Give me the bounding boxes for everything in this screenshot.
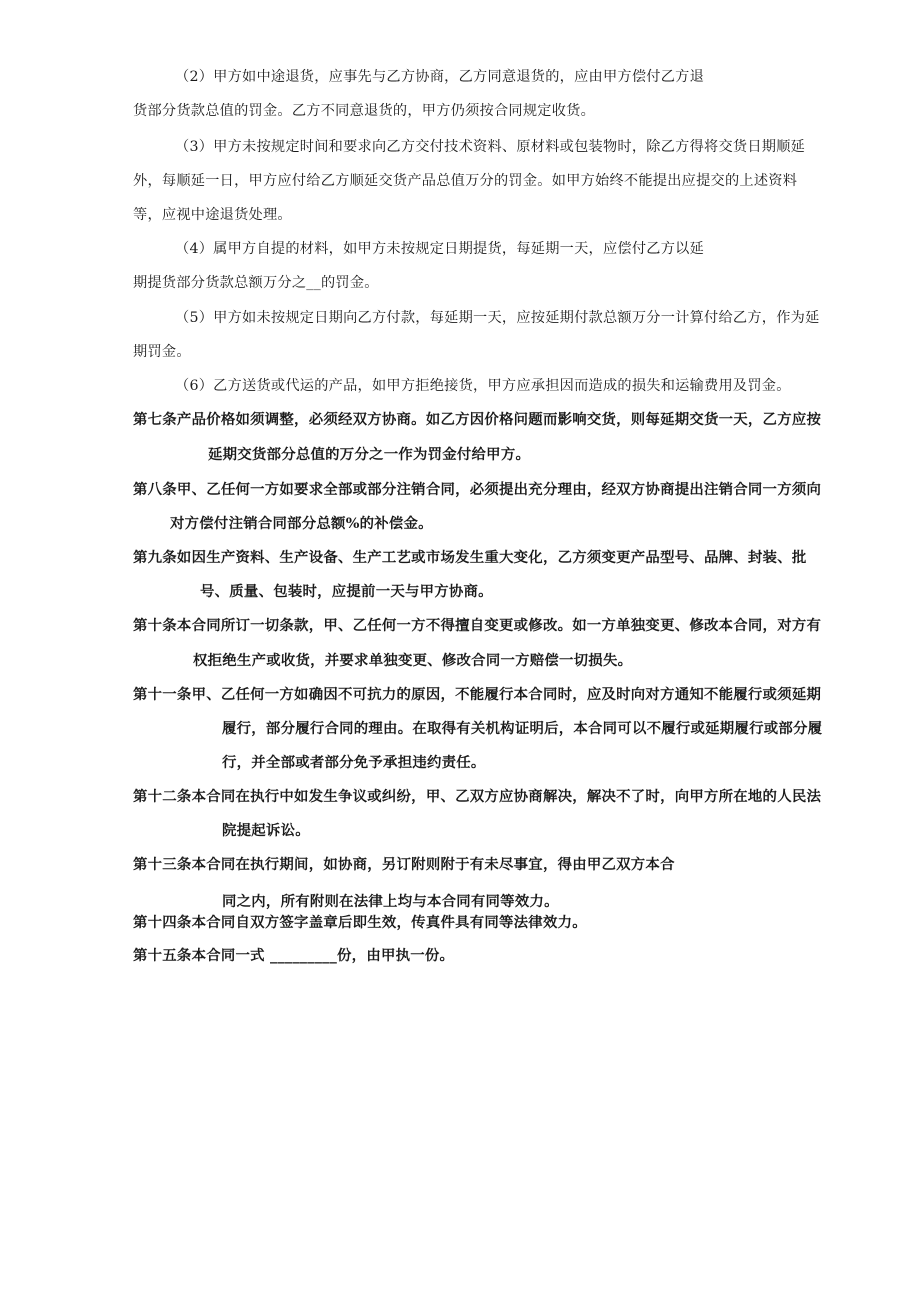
article-12-line-1: 第十二条本合同在执行中如发生争议或纠纷，甲、乙双方应协商解决，解决不了时，向甲方所在地的人民法	[133, 788, 822, 805]
clause-4-line-2: 期提货部分货款总额万分之__的罚金。	[133, 275, 379, 291]
article-12-line-2: 院提起诉讼。	[222, 822, 310, 839]
article-7-line-2: 延期交货部分总值的万分之一作为罚金付给甲方。	[208, 446, 531, 463]
article-11-line-2: 履行，部分履行合同的理由。在取得有关机构证明后，本合同可以不履行或延期履行或部分履	[222, 720, 823, 737]
article-8-line-2: 对方偿付注销合同部分总额%的补偿金。	[170, 515, 433, 532]
clause-3-line-3: 等，应视中途退货处理。	[133, 207, 292, 223]
article-11-line-1: 第十一条甲、乙任何一方如确因不可抗力的原因，不能履行本合同时，应及时向对方通知不能履行或须延期	[133, 686, 822, 703]
article-9-line-1: 第九条如因生产资料、生产设备、生产工艺或市场发生重大变化，乙方须变更产品型号、品牌、封装、批	[133, 549, 807, 566]
clause-3-line-1: （3）甲方未按规定时间和要求向乙方交付技术资料、原材料或包装物时，除乙方得将交货日期顺延	[175, 139, 806, 155]
clause-4-line-1: （4）属甲方自提的材料，如甲方未按规定日期提货，每延期一天，应偿付乙方以延	[175, 241, 705, 257]
article-9-line-2: 号、质量、包装时，应提前一天与甲方协商。	[200, 583, 493, 600]
clause-5-line-2: 期罚金。	[133, 344, 191, 360]
article-7-line-1: 第七条产品价格如须调整，必须经双方协商。如乙方因价格问题而影响交货，则每延期交货一天，乙方应按	[133, 411, 822, 428]
article-14-line-1: 第十四条本合同自双方签字盖章后即生效，传真件具有同等法律效力。	[133, 914, 587, 931]
article-15-line-1: 第十五条本合同一式 _________份，由甲执一份。	[133, 947, 455, 964]
article-8-line-1: 第八条甲、乙任何一方如要求全部或部分注销合同，必须提出充分理由，经双方协商提出注销合同一方须向	[133, 481, 822, 498]
article-10-line-2: 权拒绝生产或收货，并要求单独变更、修改合同一方赔偿一切损失。	[193, 652, 633, 669]
article-11-line-3: 行，并全部或者部分免予承担违约责任。	[222, 754, 486, 771]
clause-2-line-1: （2）甲方如中途退货，应事先与乙方协商，乙方同意退货的，应由甲方偿付乙方退	[175, 69, 705, 85]
clause-6-line-1: （6）乙方送货或代运的产品，如甲方拒绝接货，甲方应承担因而造成的损失和运输费用及罚金。	[175, 378, 791, 394]
article-10-line-1: 第十条本合同所订一切条款，甲、乙任何一方不得擅自变更或修改。如一方单独变更、修改本合同，对方有	[133, 617, 822, 634]
clause-2-line-2: 货部分货款总值的罚金。乙方不同意退货的，甲方仍须按合同规定收货。	[133, 103, 596, 119]
clause-3-line-2: 外，每顺延一日，甲方应付给乙方顺延交货产品总值万分的罚金。如甲方始终不能提出应提交的上述资料	[133, 173, 798, 189]
article-13-line-2: 同之内，所有附则在法律上均与本合同有同等效力。	[222, 893, 559, 910]
article-13-line-1: 第十三条本合同在执行期间，如协商，另订附则附于有未尽事宜，得由甲乙双方本合	[133, 856, 675, 873]
clause-5-line-1: （5）甲方如未按规定日期向乙方付款，每延期一天，应按延期付款总额万分一计算付给乙方，作为延	[175, 310, 820, 326]
